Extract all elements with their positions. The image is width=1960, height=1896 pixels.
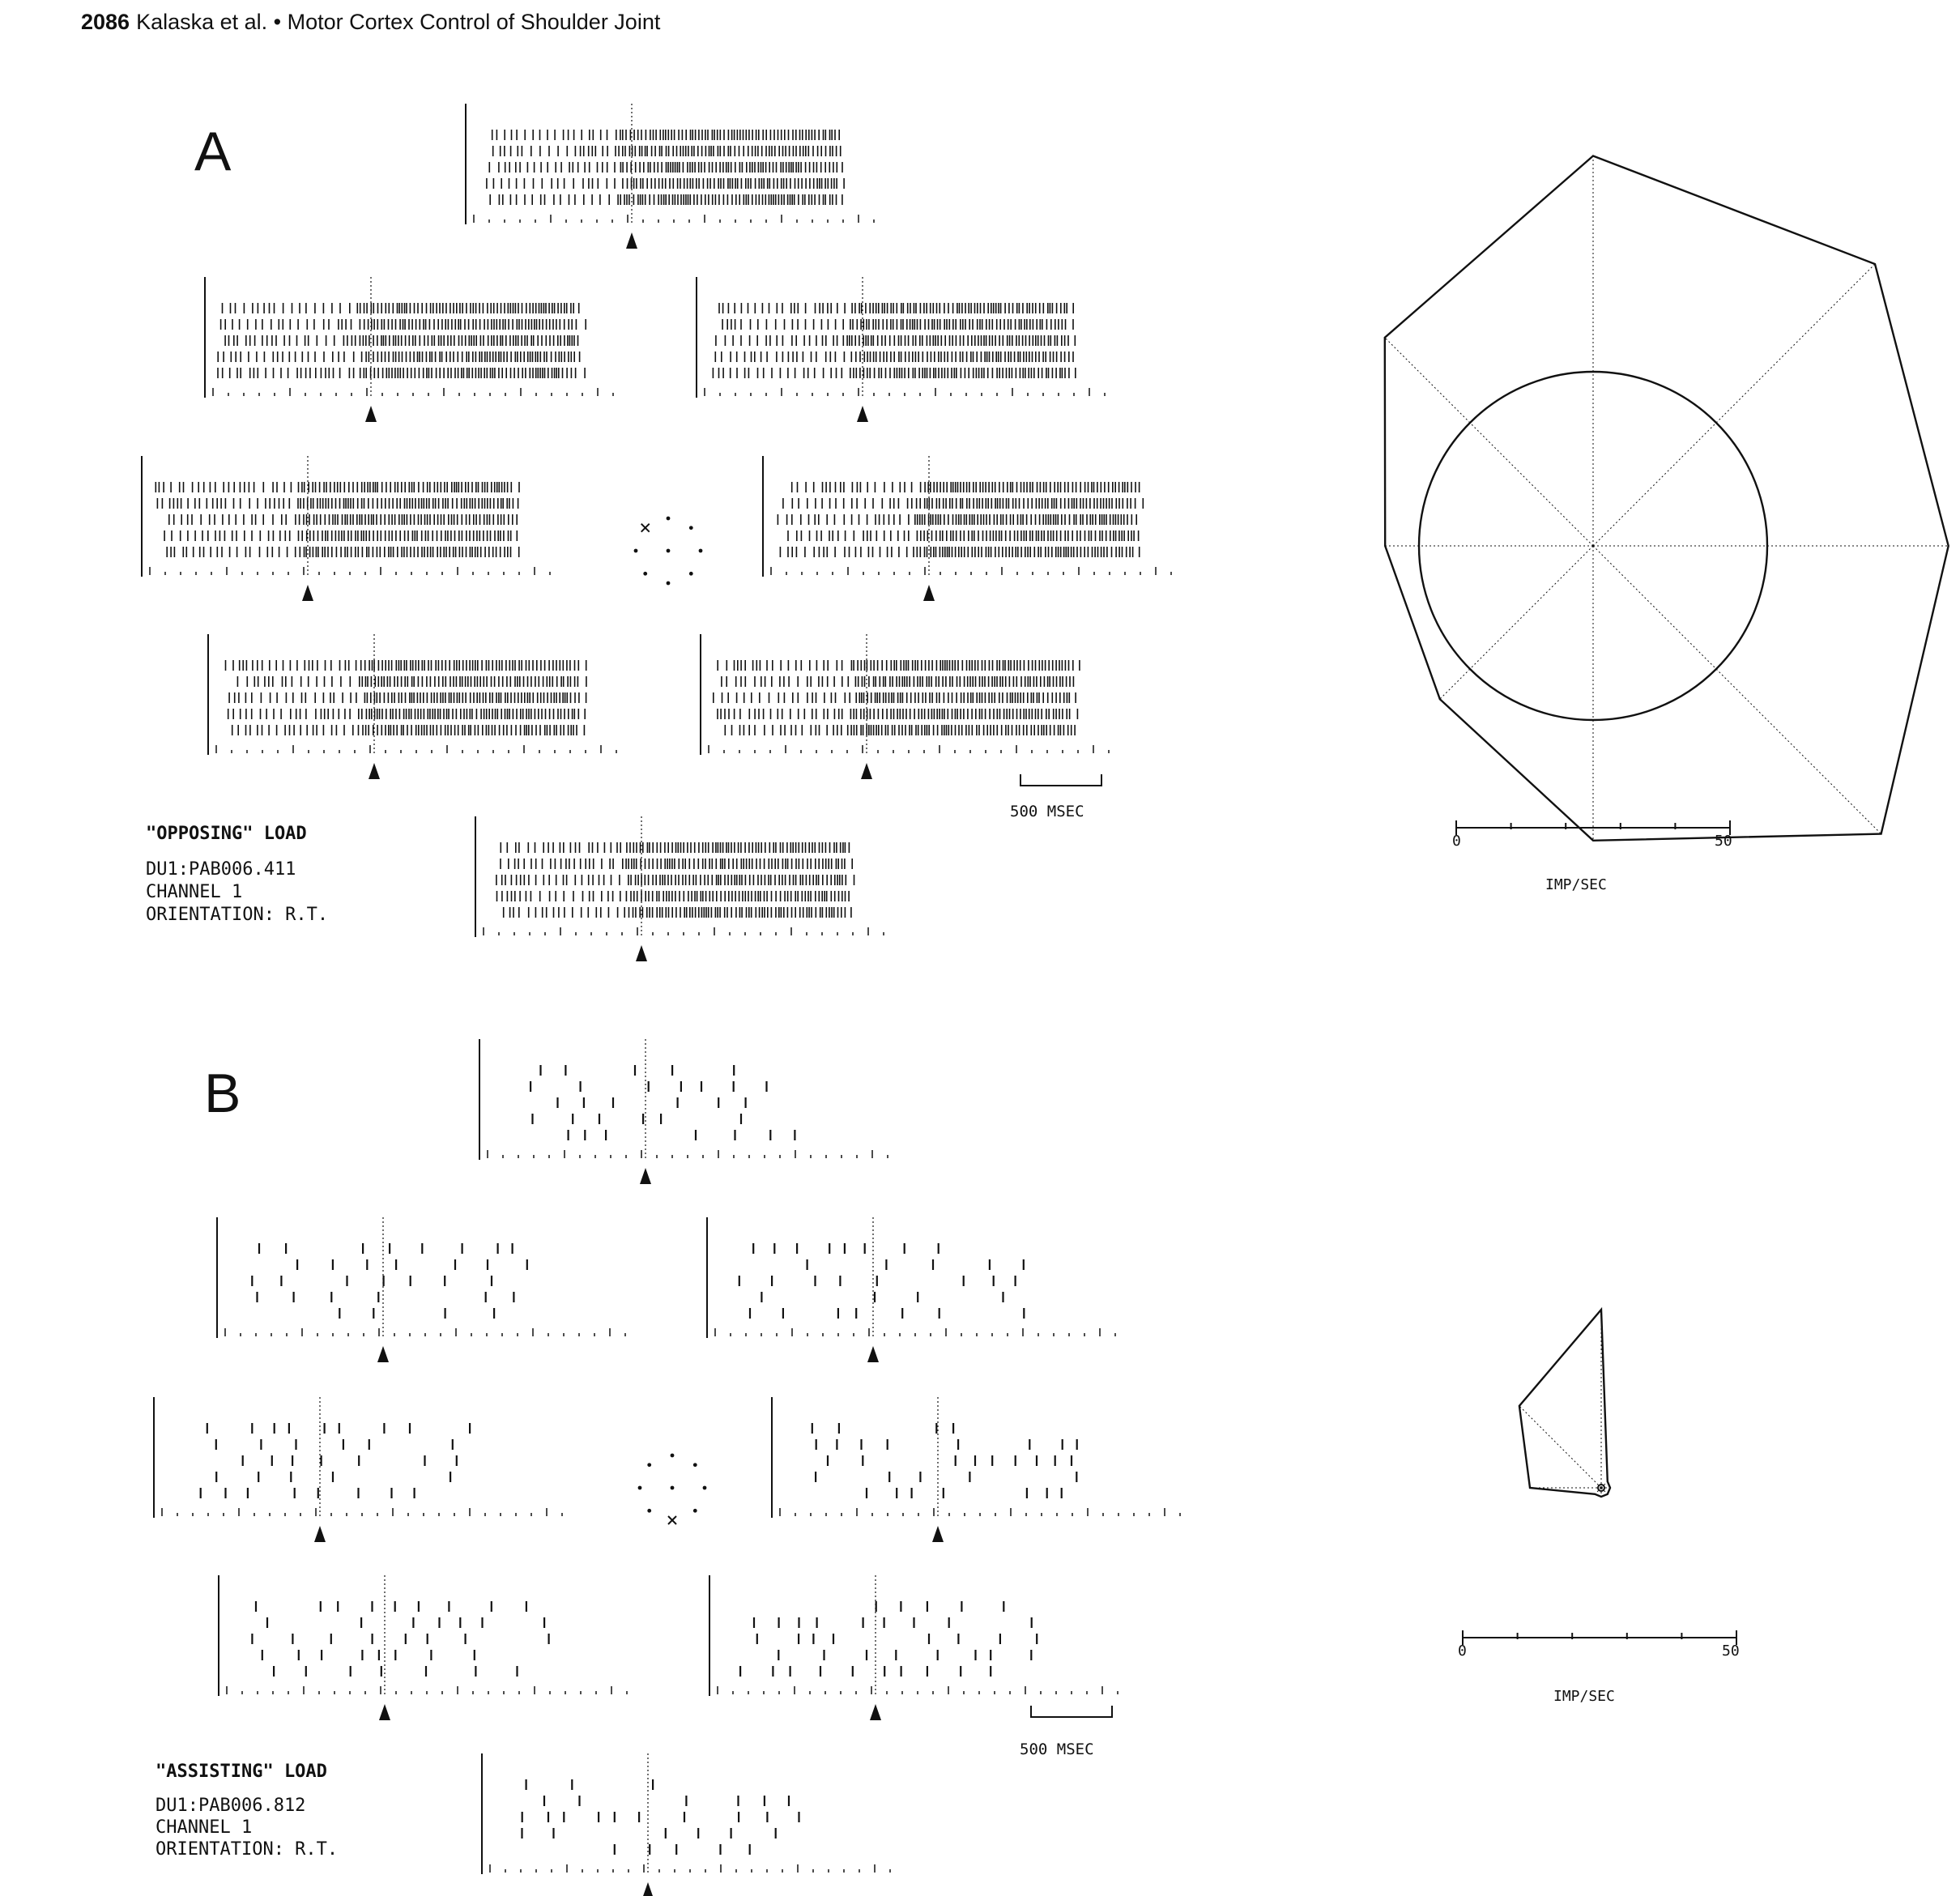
panel-a-info-line-1: DU1:PAB006.411: [146, 859, 296, 880]
panel-a-time-scale-label: 500 MSEC: [1010, 803, 1084, 820]
panel-b-rate-scale: [1463, 1630, 1736, 1645]
page-number: 2086: [81, 10, 130, 34]
panel-b-raster-2: [217, 1217, 625, 1362]
panel-b-raster-1: [479, 1039, 888, 1184]
panel-b-target-center: [671, 1486, 675, 1490]
panel-b-target-dot: [671, 1454, 675, 1458]
panel-a-time-scale-bar: [1020, 774, 1101, 786]
panel-a-letter: A: [194, 121, 232, 182]
panel-a-raster-3: [697, 277, 1105, 422]
panel-b-target-dot: [693, 1463, 697, 1467]
panel-b-raster-5: [772, 1397, 1180, 1542]
panel-a-raster-2: [205, 277, 613, 422]
running-title: Kalaska et al. • Motor Cortex Control of Shoulder Joint: [136, 10, 661, 34]
panel-b-time-scale-label: 500 MSEC: [1020, 1740, 1094, 1758]
panel-a-target-dot: [667, 517, 671, 521]
panel-a-polar-plot: [1385, 156, 1949, 841]
panel-a-polar-spoke-2: [1593, 264, 1875, 546]
panel-a-target-center: [667, 549, 671, 553]
panel-b-raster-8: [482, 1753, 890, 1896]
panel-a-raster-4: [142, 456, 550, 601]
panel-a-info-line-3: ORIENTATION: R.T.: [146, 905, 329, 925]
panel-b-raster-4: [154, 1397, 562, 1542]
panel-a-target-dot: [699, 549, 703, 553]
panel-a-raster-5: [763, 456, 1171, 601]
panel-a-raster-7: [701, 634, 1109, 779]
panel-b-target-dot: [647, 1509, 651, 1513]
panel-a-target-dot: [643, 572, 647, 576]
panel-a-raster-8: [475, 816, 884, 961]
panel-b-time-scale-bar: [1031, 1706, 1112, 1717]
panel-b-polar-spoke-4: [1519, 1406, 1601, 1488]
panel-b-info-line-3: ORIENTATION: R.T.: [156, 1839, 339, 1860]
panel-b-raster-6: [219, 1575, 627, 1720]
panel-a-load-label: "OPPOSING" LOAD: [146, 824, 307, 844]
panel-b-rate-scale-max: 50: [1722, 1642, 1740, 1660]
panel-b-polar-plot: [1519, 1310, 1610, 1497]
panel-b-target-dot: [703, 1486, 707, 1490]
panel-b-info-line-1: DU1:PAB006.812: [156, 1796, 306, 1816]
panel-a-target-dot: [689, 572, 693, 576]
panel-b-rate-scale-min: 0: [1458, 1642, 1467, 1660]
panel-a-raster-1: [466, 104, 874, 249]
panel-a-info-line-2: CHANNEL 1: [146, 882, 243, 902]
panel-a-target-dot: [667, 582, 671, 586]
panel-b-target-icon: [638, 1454, 707, 1524]
panel-a-target-icon: [634, 517, 703, 586]
panel-b-raster-7: [709, 1575, 1118, 1720]
panel-b-raster-3: [707, 1217, 1115, 1362]
panel-a-polar-polygon: [1385, 156, 1949, 841]
panel-b: [154, 1039, 1740, 1896]
panel-b-target-dot: [638, 1486, 642, 1490]
panel-a-rate-scale-units: IMP/SEC: [1545, 876, 1607, 893]
panel-b-target-dot: [693, 1509, 697, 1513]
panel-b-load-label: "ASSISTING" LOAD: [156, 1762, 327, 1782]
panel-a-rate-scale-min: 0: [1452, 833, 1461, 850]
panel-b-letter: B: [204, 1063, 241, 1124]
panel-a-raster-6: [208, 634, 616, 779]
panel-b-polar-polygon: [1519, 1310, 1610, 1497]
panel-a-target-dot: [634, 549, 638, 553]
panel-b-info-line-2: CHANNEL 1: [156, 1817, 253, 1838]
panel-b-target-dot: [647, 1463, 651, 1467]
panel-a: [142, 104, 1949, 961]
panel-a-target-dot: [689, 526, 693, 530]
panel-a-polar-spoke-4: [1385, 338, 1593, 546]
panel-a-polar-spoke-6: [1440, 546, 1593, 699]
panel-a-target-cross: [641, 524, 650, 532]
panel-b-rate-scale-units: IMP/SEC: [1553, 1688, 1615, 1705]
panel-a-polar-spoke-8: [1593, 546, 1881, 834]
panel-b-target-cross: [668, 1516, 676, 1524]
panel-a-rate-scale-max: 50: [1715, 833, 1732, 850]
